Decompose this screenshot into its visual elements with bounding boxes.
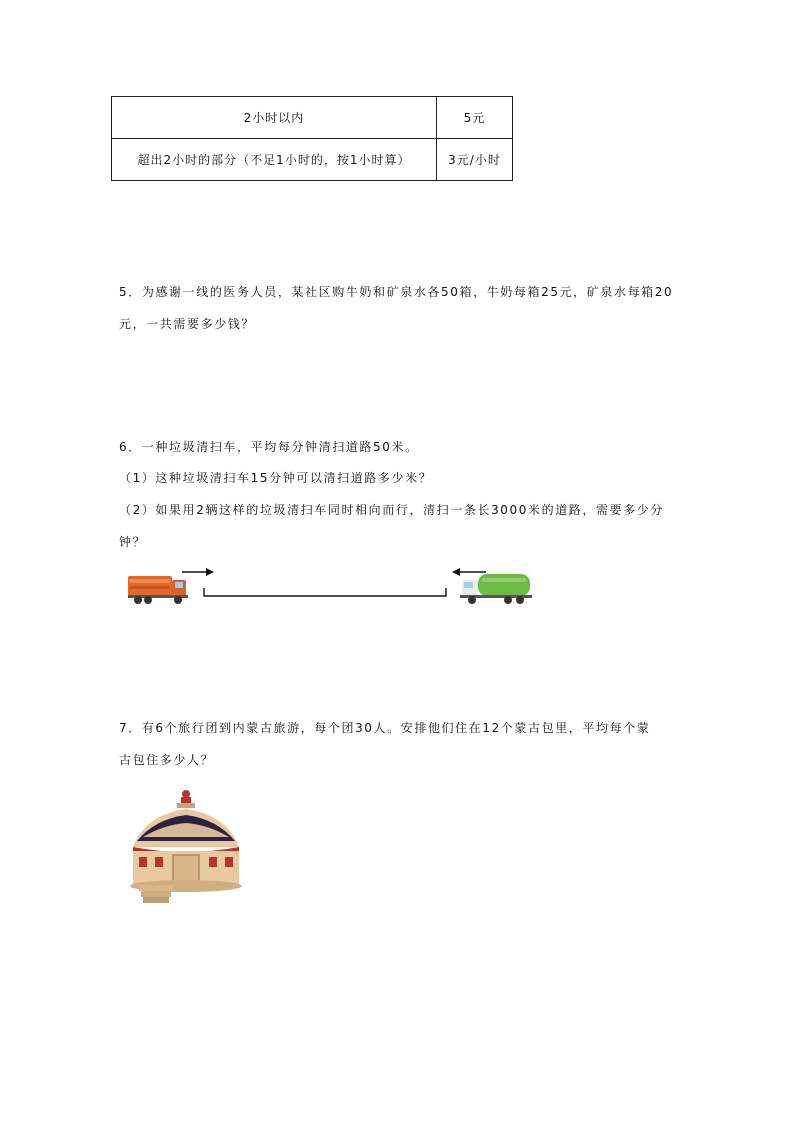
question-5-line-2: 元，一共需要多少钱？ xyxy=(119,317,256,331)
question-7-line-2: 古包住多少人？ xyxy=(119,753,215,767)
arrow-right-icon xyxy=(182,568,214,576)
question-5-line-1: 5．为感谢一线的医务人员，某社区购牛奶和矿泉水各50箱，牛奶每箱25元，矿泉水每箱20 xyxy=(119,285,674,299)
table-row xyxy=(112,139,513,181)
mongolian-yurt-icon xyxy=(125,785,247,910)
garbage-truck-left-icon xyxy=(128,576,188,604)
question-6-sub-2-line-2: 钟？ xyxy=(119,535,147,549)
table-cell-price: 5元 xyxy=(437,97,513,139)
table-cell-condition: 超出2小时的部分（不足1小时的，按1小时算） xyxy=(112,139,437,181)
question-6-sub-1: （1）这种垃圾清扫车15分钟可以清扫道路多少米？ xyxy=(119,471,433,485)
table-cell-condition: 2小时以内 xyxy=(112,97,437,139)
pricing-table xyxy=(111,96,513,181)
road-diagram xyxy=(120,560,550,610)
table-cell-price: 3元/小时 xyxy=(437,139,513,181)
garbage-truck-right-icon xyxy=(460,574,532,604)
arrow-left-icon xyxy=(452,568,486,576)
road-line xyxy=(204,588,446,596)
question-7-line-1: 7．有6个旅行团到内蒙古旅游，每个团30人。安排他们住在12个蒙古包里，平均每个蒙 xyxy=(119,721,651,735)
question-6-sub-2-line-1: （2）如果用2辆这样的垃圾清扫车同时相向而行，清扫一条长3000米的道路，需要多少分 xyxy=(119,503,665,517)
question-6-line-1: 6．一种垃圾清扫车，平均每分钟清扫道路50米。 xyxy=(119,440,419,454)
table-row xyxy=(112,97,513,139)
